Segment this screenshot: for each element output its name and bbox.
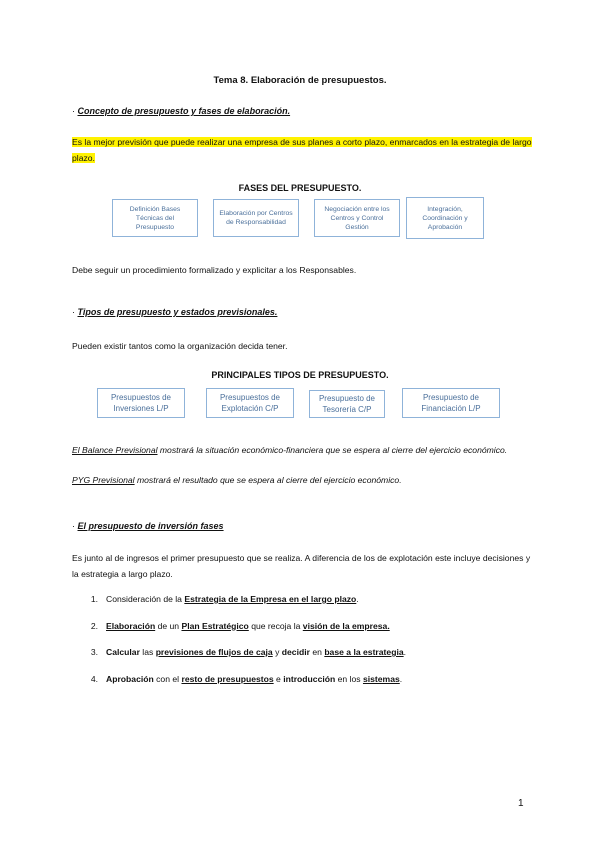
type-box-financiacion: Presupuesto de Financiación L/P [402, 388, 500, 418]
balance-paragraph [72, 443, 542, 457]
step-text: que recoja la [248, 620, 303, 631]
step-key-term: base a la estrategia [324, 647, 404, 657]
pyg-paragraph [72, 473, 542, 487]
inversion-intro-paragraph: Es junto al de ingresos el primer presupuesto que se realiza. A diferencia de los de explotación este incluye decisiones y la estrategia a largo plazo. [72, 553, 531, 579]
step-text: . [356, 594, 359, 604]
step-text: con el [153, 673, 182, 684]
step-key-term: sistemas [362, 673, 400, 684]
step-number: 2. [90, 620, 98, 631]
page-title: Tema 8. Elaboración de presupuestos. [213, 75, 387, 86]
step-key-term: Estrategia de la Empresa en el largo plazo [184, 594, 357, 604]
balance-text: mostrará la situación económico-financiera que se espera al cierre del ejercicio económico. [157, 445, 508, 455]
step-item-3 [72, 647, 532, 674]
step-key-term: previsiones de flujos de caja [155, 647, 273, 657]
section-heading-inversion [72, 521, 224, 531]
step-number: 1. [90, 594, 98, 604]
phase-box-2: Elaboración por Centros de Responsabilidad [213, 199, 299, 237]
phase-box-3: Negociación entre los Centros y Control Gestión [314, 199, 400, 237]
bullet: · [72, 106, 75, 116]
pyg-text: mostrará el resultado que se espera al cierre del ejercicio económico. [134, 475, 402, 485]
step-text: las [139, 647, 156, 657]
step-text: en [309, 647, 325, 657]
procedure-paragraph: Debe seguir un procedimiento formalizado y explicitar a los Responsables. [72, 265, 357, 275]
type-box-inversiones: Presupuestos de Inversiones L/P [97, 388, 185, 418]
step-item-2 [72, 621, 532, 648]
type-box-explotacion: Presupuestos de Explotación C/P [206, 388, 294, 418]
step-key-term: resto de presupuestos [181, 673, 274, 684]
step-key-term: decidir [281, 647, 310, 657]
step-key-term: Plan Estratégico [181, 620, 249, 631]
section-heading-text: El presupuesto de inversión fases [77, 521, 224, 531]
step-key-term: Calcular [106, 647, 140, 657]
phases-diagram-title: FASES DEL PRESUPUESTO. [238, 183, 362, 193]
step-number: 3. [90, 647, 98, 657]
page-number: 1 [518, 798, 524, 809]
bullet: · [72, 521, 75, 531]
step-item-1 [72, 594, 532, 621]
section-heading-text: Concepto de presupuesto y fases de elaboración. [77, 106, 291, 116]
step-key-term: Elaboración [106, 620, 156, 631]
section-heading-concepto [72, 106, 290, 116]
pyg-term: PYG Previsional [72, 475, 135, 485]
types-diagram-title: PRINCIPALES TIPOS DE PRESUPUESTO. [211, 370, 389, 380]
section-heading-text: Tipos de presupuesto y estados previsionales. [77, 307, 278, 317]
balance-term: El Balance Previsional [72, 445, 158, 455]
step-text: de un [155, 620, 182, 631]
step-text: . [403, 647, 407, 657]
section-heading-tipos [72, 307, 277, 317]
step-key-term: visión de la empresa. [302, 620, 390, 631]
phase-box-4: Integración, Coordinación y Aprobación [406, 197, 484, 239]
step-key-term: Aprobación [106, 673, 154, 684]
types-intro-paragraph: Pueden existir tantos como la organización decida tener. [72, 341, 288, 351]
step-item-4 [72, 674, 532, 701]
step-key-term: introducción [283, 673, 336, 684]
step-text: en los [335, 673, 363, 684]
step-text: . [399, 673, 403, 684]
phase-box-1: Definición Bases Técnicas del Presupuesto [112, 199, 198, 237]
bullet: · [72, 307, 75, 317]
definition-paragraph [72, 134, 532, 166]
step-text: y [272, 647, 282, 657]
steps-list [72, 594, 532, 700]
highlighted-definition: Es la mejor previsión que puede realizar una empresa de sus planes a corto plazo, enmarcados en la estrategia de largo plazo. [72, 137, 532, 163]
step-number: 4. [90, 673, 98, 684]
step-text: e [273, 673, 284, 684]
step-text: Consideración de la [106, 594, 185, 604]
type-box-tesoreria: Presupuesto de Tesorería C/P [309, 390, 385, 418]
